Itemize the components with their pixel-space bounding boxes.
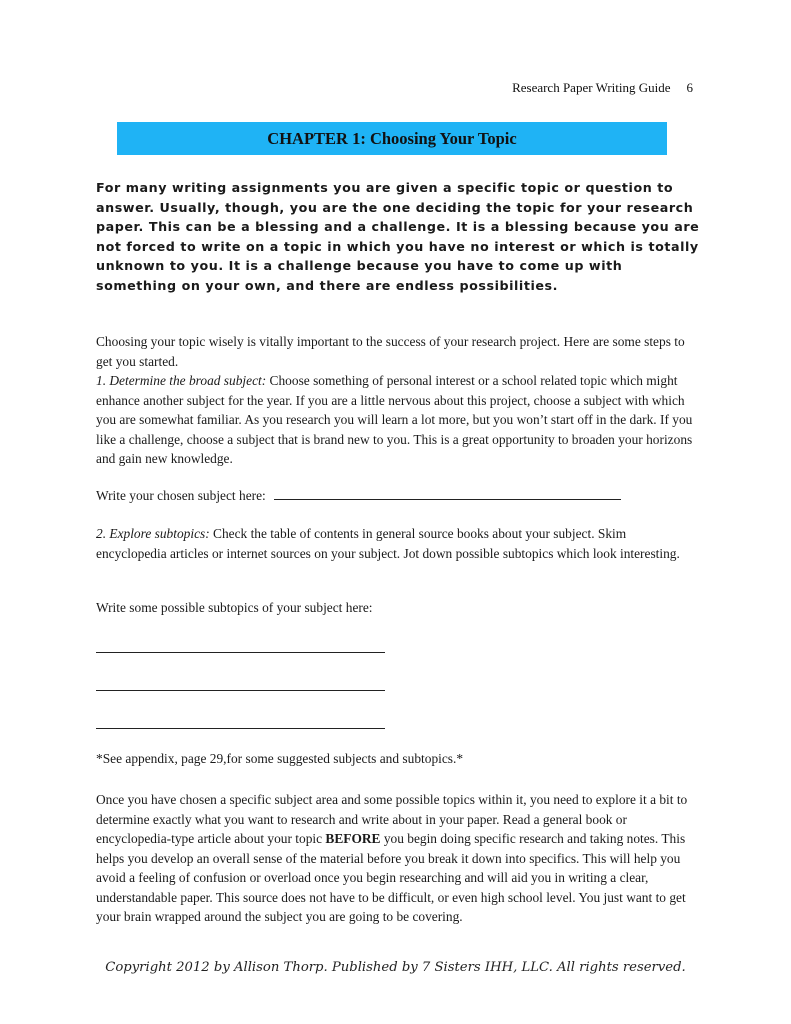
step2-paragraph xyxy=(96,524,696,563)
subtopic-blank-3[interactable] xyxy=(96,728,385,729)
step2-label: 2. Explore subtopics: xyxy=(96,526,210,541)
steps-intro: Choosing your topic wisely is vitally important to the success of your research project. Here are some steps to get you started. xyxy=(96,334,685,369)
chapter-heading: CHAPTER 1: Choosing Your Topic xyxy=(267,128,517,148)
step1-text: Choose something of personal interest or a school related topic which might enhance another subject for the year. If you are a little nervous about this project, choose a subject with which you are somewhat familiar. As you research you will learn a lot more, but you won’t start off in the dark. If you like a challenge, choose a subject that is brand new to you. This is a great opportunity to broaden your horizons and gain new knowledge. xyxy=(96,373,693,466)
running-header xyxy=(512,80,693,96)
subject-prompt: Write your chosen subject here: xyxy=(96,488,266,503)
copyright-footer: Copyright 2012 by Allison Thorp. Published by 7 Sisters IHH, LLC. All rights reserved. xyxy=(105,960,686,975)
appendix-note: *See appendix, page 29,for some suggested subjects and subtopics.* xyxy=(96,751,464,766)
step2-text: Check the table of contents in general source books about your subject. Skim encyclopedia articles or internet sources on your subject. Jot down possible subtopics which look interesting. xyxy=(96,526,680,561)
final-paragraph xyxy=(96,790,696,927)
subtopic-blank-2[interactable] xyxy=(96,690,385,691)
chapter-banner xyxy=(117,122,667,155)
final-before: Once you have chosen a specific subject area and some possible topics within it, you need to explore it a bit to determine exactly what you want to research and write about in your paper. Read a general book or encyclopedia-type article about your topic xyxy=(96,792,688,846)
subtopic-blank-1[interactable] xyxy=(96,652,385,653)
intro-paragraph: For many writing assignments you are given a specific topic or question to answer. Usually, though, you are the one deciding the topic for your research paper. This can be a blessing and a challenge. It is a blessing because you are not forced to write on a topic in which you have no interest or which is totally unknown to you. It is a challenge because you have to come up with something on your own, and there are endless possibilities. xyxy=(96,180,700,293)
header-title: Research Paper Writing Guide xyxy=(512,80,671,95)
step1-label: 1. Determine the broad subject: xyxy=(96,373,267,388)
steps-paragraph xyxy=(96,332,696,469)
subject-blank[interactable] xyxy=(274,485,621,500)
page-number: 6 xyxy=(686,80,693,95)
final-emphasis: BEFORE xyxy=(325,831,381,846)
subtopics-prompt: Write some possible subtopics of your subject here: xyxy=(96,600,373,615)
final-after: you begin doing specific research and taking notes. This helps you develop an overall sense of the material before you break it down into specifics. This will help you avoid a feeling of confusion or overload once you begin researching and will aid you in writing a clear, understandable paper. This source does not have to be difficult, or even high school level. You just want to get your brain wrapped around the subject you are going to be covering. xyxy=(96,831,686,924)
subject-write-line xyxy=(96,485,621,504)
